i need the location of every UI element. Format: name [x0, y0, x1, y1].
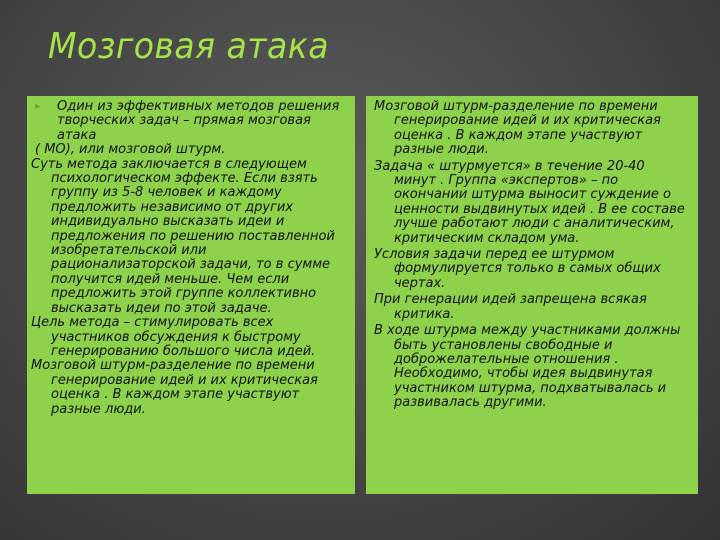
left-text-panel [27, 96, 355, 494]
left-paragraph-1-text: Один из эффективных методов решения творческих задач – прямая мозговая атака [57, 99, 340, 143]
left-paragraph-1 [31, 100, 347, 143]
bullet-icon: ▸ [35, 101, 41, 112]
left-paragraph-3: Суть метода заключается в следующем психологическом эффекте. Если взять группу из 5-8 человек и каждому предложить независимо от других индивидуально высказать идеи и предложения по решению поставленной изобретательской или рационализаторской задачи, то в сумме получится идей меньше. Чем если предложить этой группе коллективно высказать идеи по этой задаче. [31, 156, 335, 316]
slide-title: Мозговая атака [48, 26, 330, 67]
right-text-panel [366, 96, 698, 494]
right-paragraph-4: При генерации идей запрещена всякая критика. [374, 292, 647, 322]
left-paragraph-2: ( МО), или мозговой штурм. [35, 142, 226, 158]
left-paragraph-4: Цель метода – стимулировать всех участников обсуждения к быстрому генерированию большого числа идей. [31, 315, 316, 359]
left-paragraph-5: Мозговой штурм-разделение по времени генерирование идей и их критическая оценка . В каждом этапе участвуют разные люди. [31, 358, 318, 417]
right-paragraph-3: Условия задачи перед ее штурмом формулируется только в самых общих чертах. [374, 247, 661, 291]
right-paragraph-2: Задача « штурмуется» в течение 20-40 минут . Группа «экспертов» – по окончании штурма выносит суждение о ценности выдвинутых идей . В ее составе лучше работают люди с аналитическим, критическим складом ума. [374, 158, 685, 246]
right-paragraph-5: В ходе штурма между участниками должны быть установлены свободные и доброжелательные отношения . Необходимо, чтобы идея выдвинутая участником штурма, подхватывалась и развивалась другими. [374, 323, 681, 411]
right-paragraph-1: Мозговой штурм-разделение по времени генерирование идей и их критическая оценка . В каждом этапе участвуют разные люди. [374, 99, 661, 158]
